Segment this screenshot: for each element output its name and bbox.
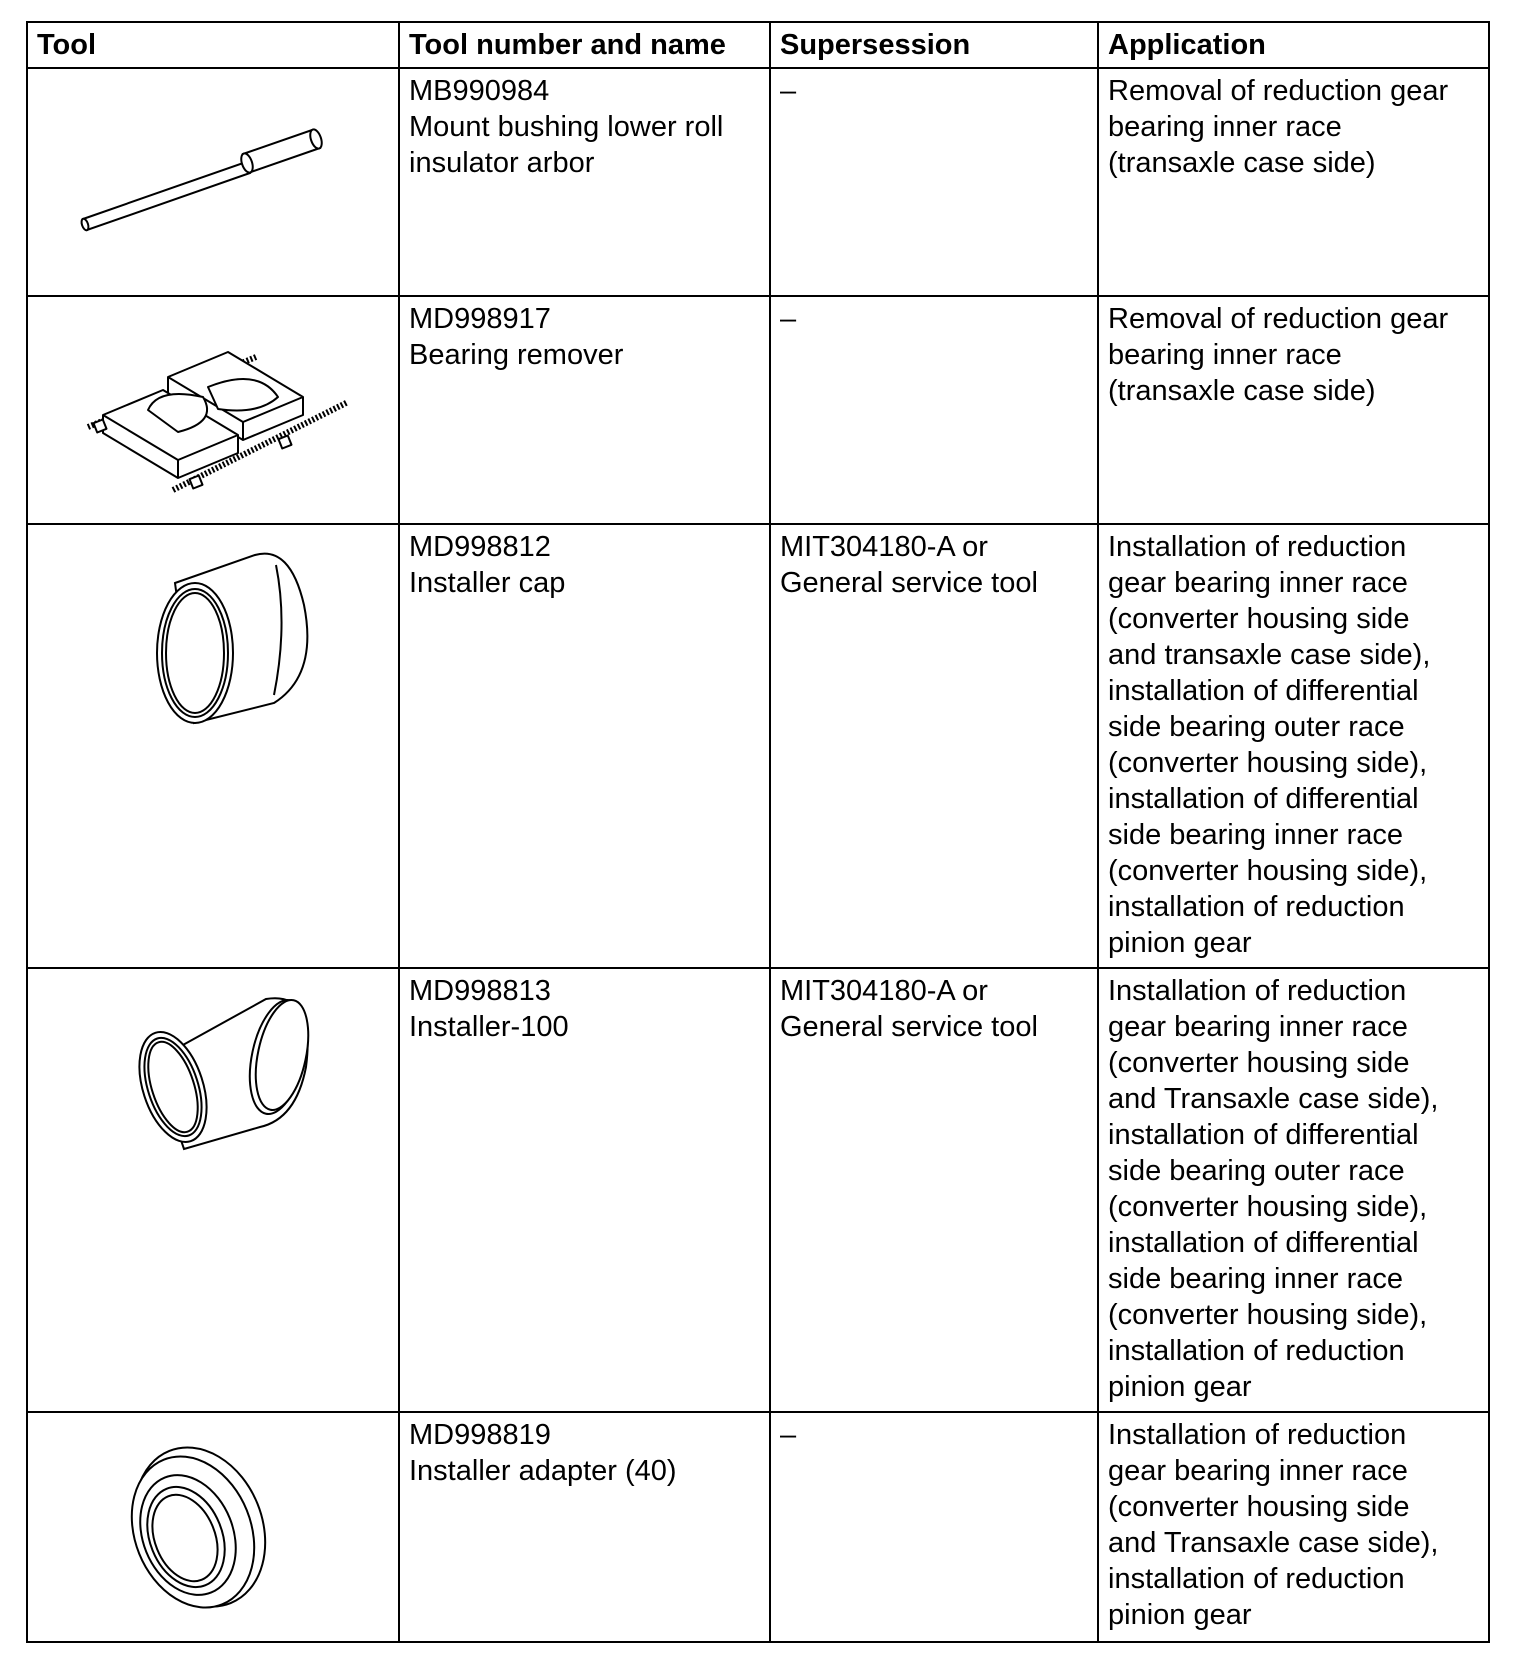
tool-number-name-cell (399, 1412, 770, 1642)
application-cell: Removal of reduction gear bearing inner race (transaxle case side) (1098, 68, 1489, 296)
tool-number-name-cell (399, 68, 770, 296)
table-row (27, 68, 1489, 296)
tool-name: Mount bushing lower roll insulator arbor (409, 111, 724, 179)
header-supersession: Supersession (770, 22, 1098, 68)
bearing-remover-icon (28, 297, 398, 523)
application-cell: Installation of reduction gear bearing inner race (converter housing side and transaxle case side), installation of differential side bearing outer race (converter housing side), installation of differential side bearing inner race (converter housing side), installation of reduction pinion gear (1098, 524, 1489, 968)
tool-number: MD998813 (409, 975, 551, 1007)
table-row (27, 296, 1489, 524)
tool-number: MB990984 (409, 75, 550, 107)
tool-image-cell (27, 68, 399, 296)
installer-cap-icon (28, 525, 398, 967)
tool-name: Installer-100 (409, 1011, 569, 1043)
tool-number: MD998819 (409, 1419, 551, 1451)
supersession-cell: – (770, 296, 1098, 524)
header-application: Application (1098, 22, 1489, 68)
tool-number: MD998917 (409, 303, 551, 335)
tool-name: Installer cap (409, 567, 566, 599)
supersession-cell: MIT304180-A or General service tool (770, 968, 1098, 1412)
header-tool-number-name: Tool number and name (399, 22, 770, 68)
tool-number: MD998812 (409, 531, 551, 563)
special-tools-table (26, 21, 1490, 1643)
tool-number-name-cell (399, 296, 770, 524)
header-row (27, 22, 1489, 68)
arbor-rod-icon (28, 69, 398, 295)
installer-adapter-icon (28, 1413, 398, 1641)
supersession-cell: MIT304180-A or General service tool (770, 524, 1098, 968)
application-cell: Installation of reduction gear bearing inner race (converter housing side and Transaxle case side), installation of differential side bearing outer race (converter housing side), installation of differential side bearing inner race (converter housing side), installation of reduction pinion gear (1098, 968, 1489, 1412)
application-cell: Installation of reduction gear bearing inner race (converter housing side and Transaxle case side), installation of reduction pinion gear (1098, 1412, 1489, 1642)
supersession-cell: – (770, 68, 1098, 296)
supersession-cell: – (770, 1412, 1098, 1642)
header-tool: Tool (27, 22, 399, 68)
table-row (27, 1412, 1489, 1642)
tool-image-cell (27, 1412, 399, 1642)
table-row (27, 968, 1489, 1412)
tool-name: Installer adapter (40) (409, 1455, 677, 1487)
tool-number-name-cell (399, 524, 770, 968)
tool-image-cell (27, 524, 399, 968)
installer-sleeve-icon (28, 969, 398, 1411)
application-cell: Removal of reduction gear bearing inner race (transaxle case side) (1098, 296, 1489, 524)
tool-image-cell (27, 968, 399, 1412)
tool-name: Bearing remover (409, 339, 624, 371)
table-row (27, 524, 1489, 968)
tool-image-cell (27, 296, 399, 524)
tool-number-name-cell (399, 968, 770, 1412)
